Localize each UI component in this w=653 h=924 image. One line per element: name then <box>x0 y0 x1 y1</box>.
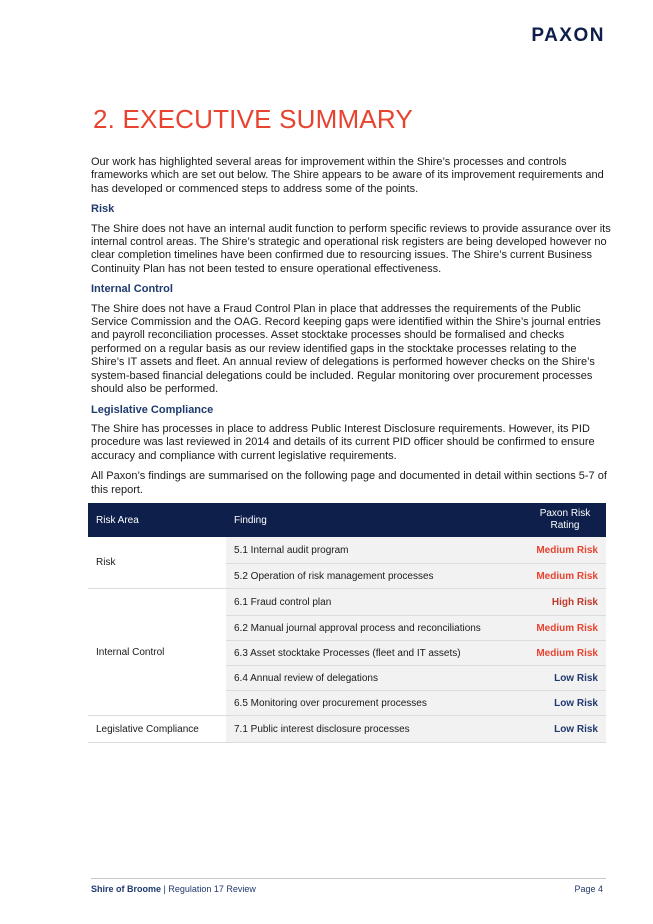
finding-cell: 6.3 Asset stocktake Processes (fleet and IT assets) <box>226 641 524 666</box>
table-body <box>88 537 606 743</box>
table-row <box>88 716 606 743</box>
risk-rating-cell: Medium Risk <box>524 564 606 589</box>
footer-page-number: Page 4 <box>574 884 603 894</box>
risk-rating-cell: Medium Risk <box>524 537 606 564</box>
internal-control-paragraph: The Shire does not have a Fraud Control Plan in place that addresses the requirements of the Public Service Commission and the OAG. Record keeping gaps were identified within the Shire’s journal entries and payroll reconciliation processes. Asset stocktake processes should be formalised and checks performed on a regular basis as our review identified gaps in the stocktake processes relating to the Shire’s IT assets and fleet. An annual review of delegations is performed however checks on the Shire’s system-based financial delegations could be included. Regular monitoring over procurement processes should also be performed. <box>91 302 601 396</box>
footer-document-name: Regulation 17 Review <box>168 884 256 894</box>
page-title: 2. EXECUTIVE SUMMARY <box>93 104 413 134</box>
risk-summary-table <box>88 503 606 743</box>
legislative-compliance-paragraph: The Shire has processes in place to address Public Interest Disclosure requirements. However, its PID procedure was last reviewed in 2014 and details of its current PID officer should be confirmed to ensure accuracy and compliance with current legislative requirements. <box>91 422 595 462</box>
header-risk-area: Risk Area <box>88 503 226 537</box>
header-finding: Finding <box>226 503 524 537</box>
footer-separator: | <box>161 884 169 894</box>
footer-organisation: Shire of Broome <box>91 884 162 894</box>
finding-cell: 5.2 Operation of risk management processes <box>226 564 524 589</box>
risk-paragraph: The Shire does not have an internal audit function to perform specific reviews to provide assurance over its internal control areas. The Shire’s strategic and operational risk registers are being developed however no clear completion timelines have been confirmed due to resourcing issues. The Shire’s current Business Continuity Plan has not been tested to ensure operational effectiveness. <box>91 222 611 275</box>
risk-rating-cell: Medium Risk <box>524 641 606 666</box>
finding-cell: 5.1 Internal audit program <box>226 537 524 564</box>
finding-cell: 6.5 Monitoring over procurement processes <box>226 691 524 716</box>
risk-rating-cell: High Risk <box>524 589 606 616</box>
finding-cell: 6.1 Fraud control plan <box>226 589 524 616</box>
table-header-row <box>88 503 606 537</box>
legislative-compliance-heading: Legislative Compliance <box>91 403 214 416</box>
risk-area-cell: Risk <box>88 537 226 589</box>
risk-heading: Risk <box>91 203 115 216</box>
risk-area-cell: Legislative Compliance <box>88 716 226 743</box>
table-row <box>88 537 606 564</box>
risk-rating-cell: Low Risk <box>524 716 606 743</box>
footer-divider <box>91 878 606 879</box>
findings-note-paragraph: All Paxon’s findings are summarised on the following page and documented in detail within sections 5-7 of this report. <box>91 470 607 496</box>
paxon-logo: PAXON <box>531 25 605 46</box>
intro-paragraph: Our work has highlighted several areas for improvement within the Shire’s processes and controls frameworks which are set out below. The Shire appears to be aware of its improvement requirements and has developed or commenced steps to address some of the points. <box>91 156 604 195</box>
risk-rating-cell: Medium Risk <box>524 616 606 641</box>
risk-rating-cell: Low Risk <box>524 691 606 716</box>
internal-control-heading: Internal Control <box>91 283 173 296</box>
executive-summary-body <box>91 156 611 524</box>
risk-rating-cell: Low Risk <box>524 666 606 691</box>
finding-cell: 7.1 Public interest disclosure processes <box>226 716 524 743</box>
risk-area-cell: Internal Control <box>88 589 226 716</box>
finding-cell: 6.2 Manual journal approval process and reconciliations <box>226 616 524 641</box>
header-paxon-risk-rating: Paxon Risk Rating <box>524 503 606 537</box>
table-row <box>88 589 606 616</box>
footer-document-info <box>91 884 256 894</box>
finding-cell: 6.4 Annual review of delegations <box>226 666 524 691</box>
